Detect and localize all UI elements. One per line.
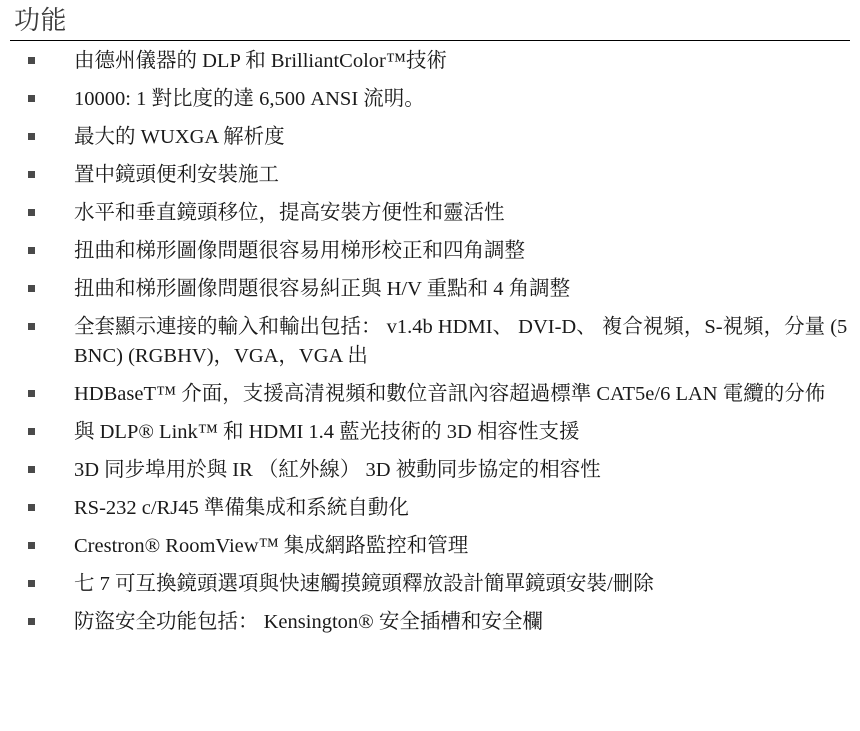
list-item-text: 3D 同步埠用於與 IR （紅外線） 3D 被動同步協定的相容性 (74, 459, 601, 481)
list-item-text: 防盜安全功能包括： Kensington® 安全插槽和安全欄 (74, 611, 543, 633)
list-item (10, 85, 850, 114)
title-divider (10, 40, 850, 41)
list-item-text: 置中鏡頭便利安裝施工 (74, 164, 279, 186)
list-item-text: 七 7 可互換鏡頭選項與快速觸摸鏡頭釋放設計簡單鏡頭安裝/刪除 (74, 573, 654, 595)
square-bullet-icon (28, 618, 35, 625)
square-bullet-icon (28, 171, 35, 178)
list-item (10, 532, 850, 561)
list-item (10, 570, 850, 599)
list-item (10, 456, 850, 485)
square-bullet-icon (28, 323, 35, 330)
list-item (10, 418, 850, 447)
square-bullet-icon (28, 428, 35, 435)
page-title: 功能 (14, 6, 68, 35)
list-item-text: 10000: 1 對比度的達 6,500 ANSI 流明。 (74, 88, 425, 110)
square-bullet-icon (28, 285, 35, 292)
square-bullet-icon (28, 133, 35, 140)
list-item (10, 161, 850, 190)
list-item-text: 與 DLP® Link™ 和 HDMI 1.4 藍光技術的 3D 相容性支援 (74, 421, 580, 443)
list-item (10, 123, 850, 152)
list-item (10, 199, 850, 228)
square-bullet-icon (28, 57, 35, 64)
list-item-text: Crestron® RoomView™ 集成網路監控和管理 (74, 535, 469, 557)
list-item-text: 扭曲和梯形圖像問題很容易用梯形校正和四角調整 (74, 240, 525, 262)
square-bullet-icon (28, 580, 35, 587)
list-item-text: RS-232 c/RJ45 準備集成和系統自動化 (74, 497, 409, 519)
square-bullet-icon (28, 209, 35, 216)
square-bullet-icon (28, 542, 35, 549)
list-item-text: 全套顯示連接的輸入和輸出包括： v1.4b HDMI、 DVI-D、 複合視頻，S-視頻，分量 (5 BNC) (RGBHV)，VGA，VGA 出 (74, 316, 853, 367)
list-item-text: 由德州儀器的 DLP 和 BrilliantColor™技術 (74, 50, 447, 72)
list-item (10, 275, 850, 304)
square-bullet-icon (28, 504, 35, 511)
list-item (10, 494, 850, 523)
list-item-text: 扭曲和梯形圖像問題很容易糾正與 H/V 重點和 4 角調整 (74, 278, 571, 300)
feature-list (10, 47, 853, 637)
list-item (10, 313, 853, 371)
list-item (10, 237, 850, 266)
list-item (10, 608, 850, 637)
list-item (10, 47, 850, 76)
list-item-text: 水平和垂直鏡頭移位，提高安裝方便性和靈活性 (74, 202, 505, 224)
list-item (10, 380, 850, 409)
list-item-text: HDBaseT™ 介面，支援高清視頻和數位音訊內容超過標準 CAT5e/6 LAN 電纜的分佈 (74, 383, 826, 405)
square-bullet-icon (28, 247, 35, 254)
list-item-text: 最大的 WUXGA 解析度 (74, 126, 285, 148)
square-bullet-icon (28, 466, 35, 473)
square-bullet-icon (28, 95, 35, 102)
square-bullet-icon (28, 390, 35, 397)
